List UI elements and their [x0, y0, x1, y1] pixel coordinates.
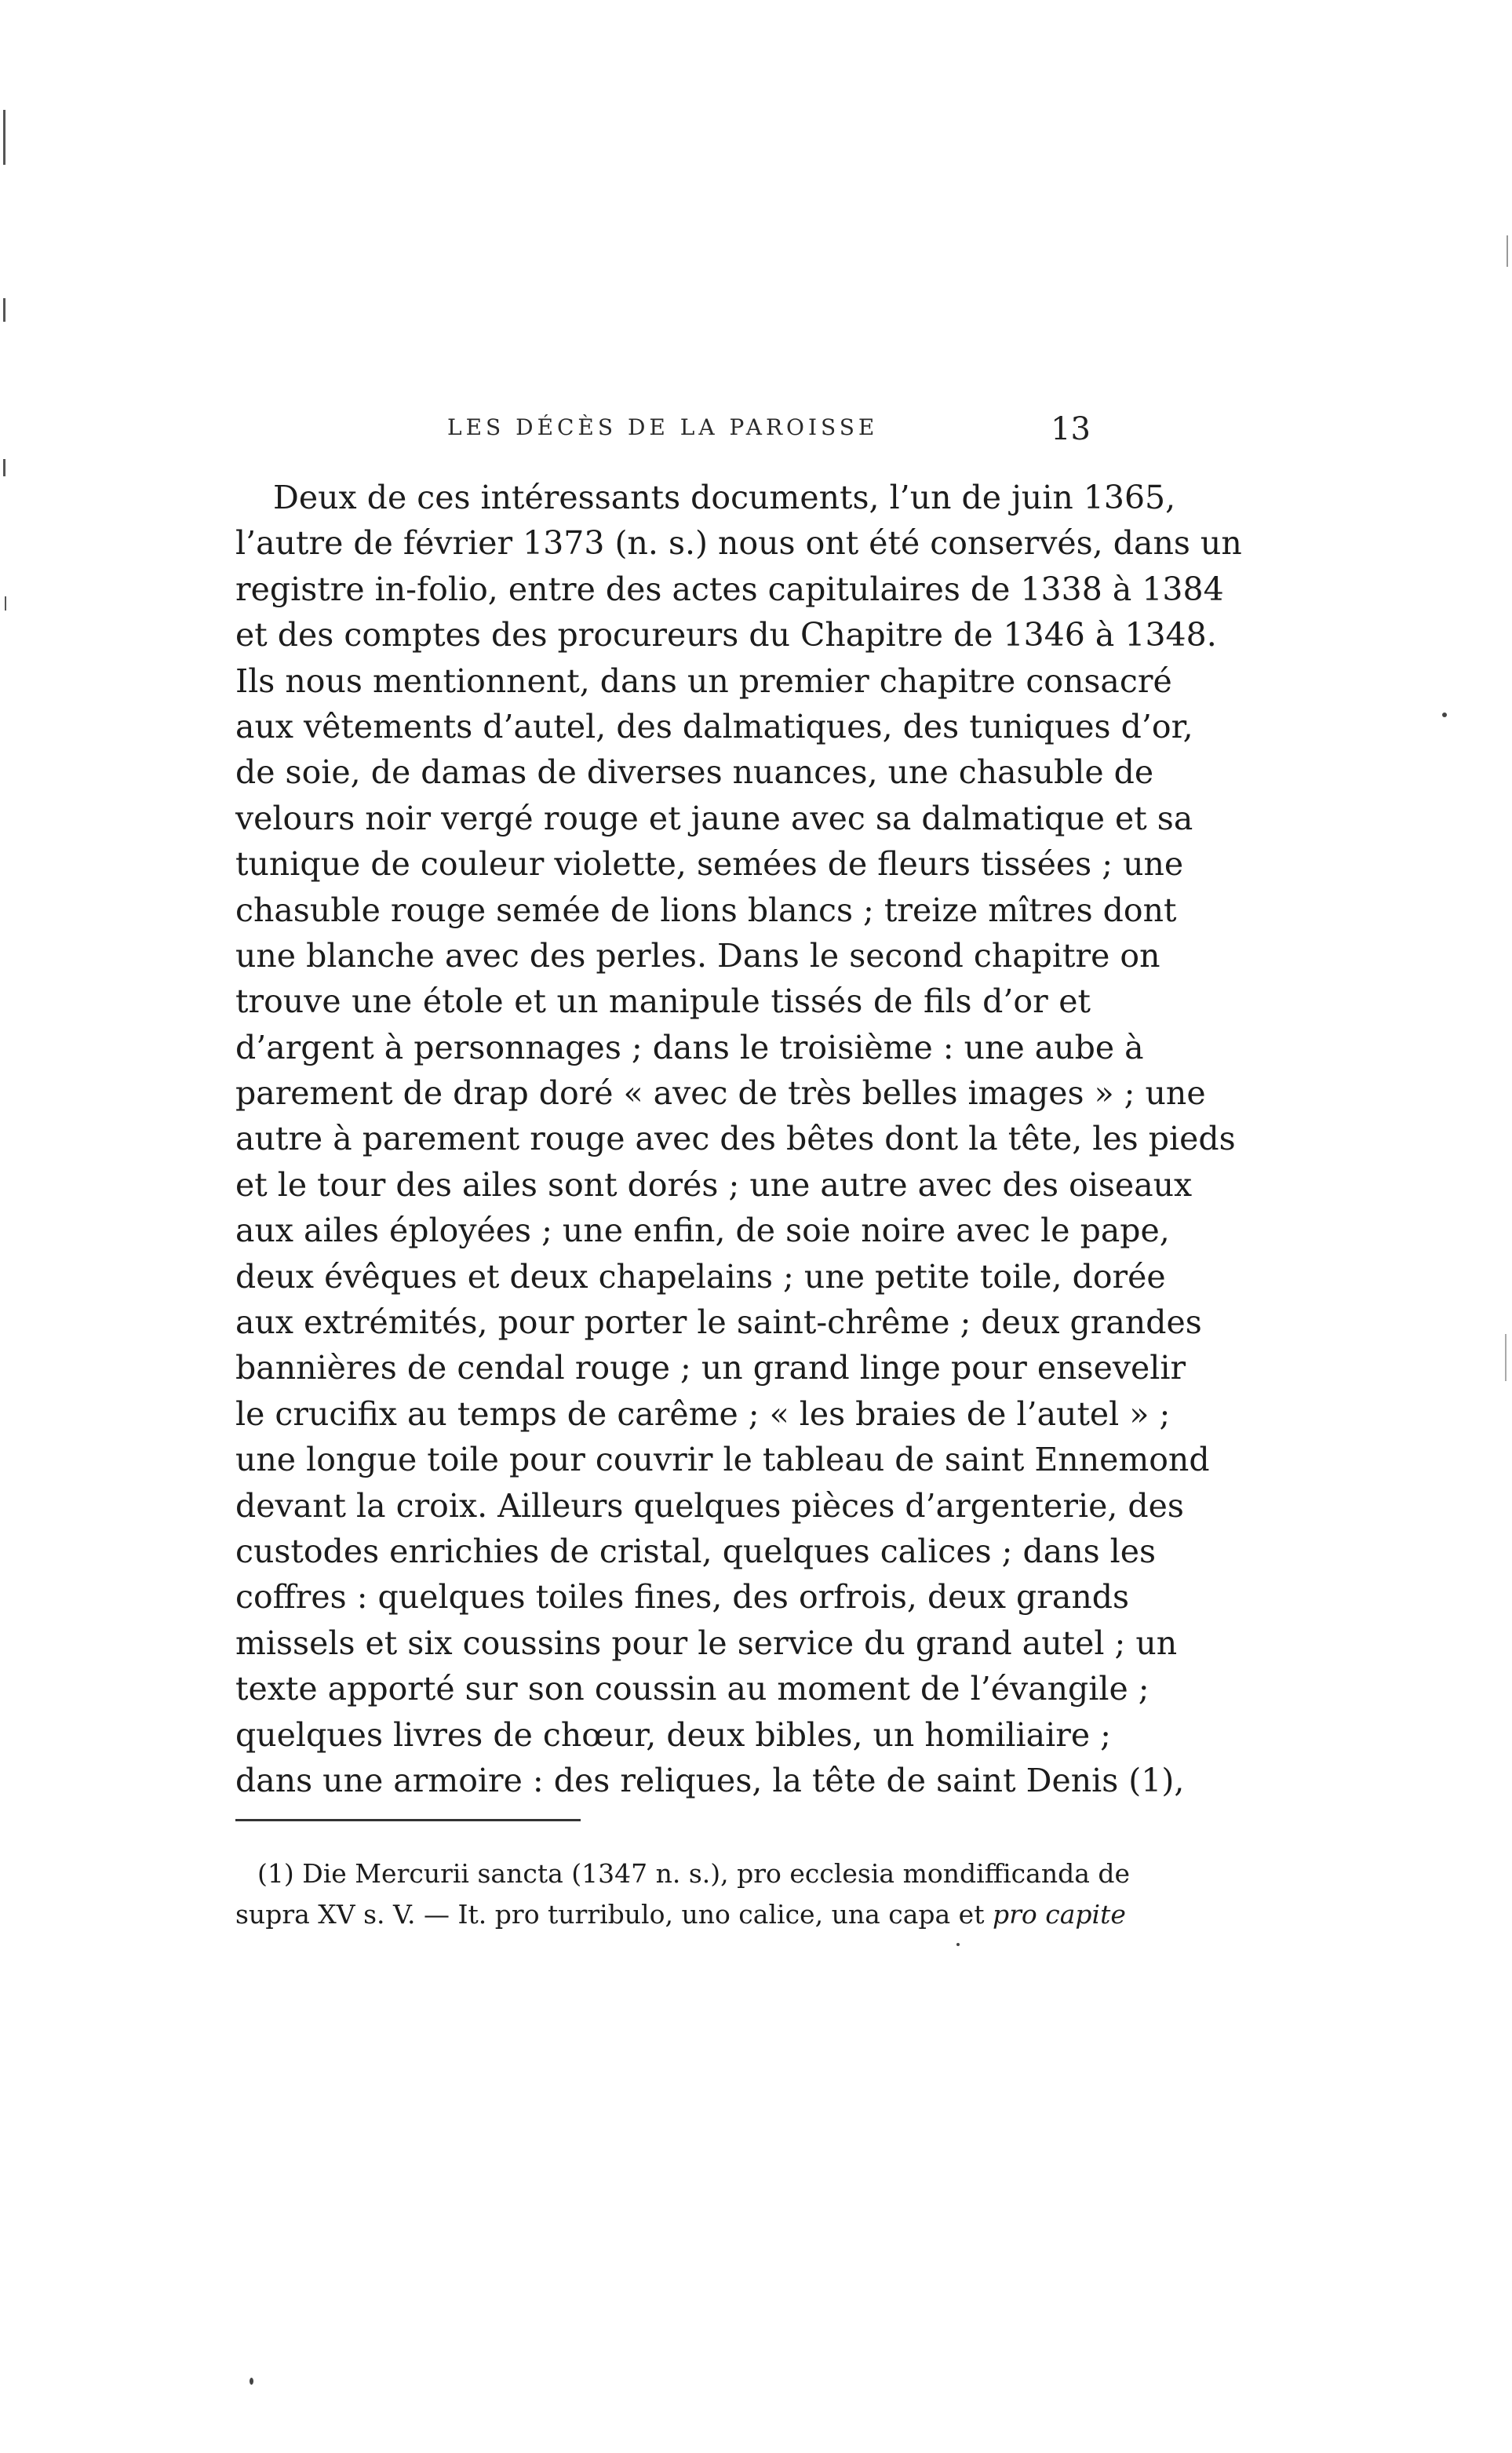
- scan-speck: [1442, 713, 1447, 717]
- text-line: texte apporté sur son coussin au moment de l’évangile ;: [235, 1670, 1149, 1708]
- footnote-italic-text: pro capite: [992, 1899, 1126, 1930]
- text-line: chasuble rouge semée de lions blancs ; treize mîtres dont: [235, 891, 1177, 929]
- text-line: dans une armoire : des reliques, la tête de saint Denis (1),: [235, 1761, 1185, 1799]
- text-line: bannières de cendal rouge ; un grand linge pour ensevelir: [235, 1349, 1186, 1387]
- text-line: une blanche avec des perles. Dans le second chapitre on: [235, 936, 1160, 975]
- scan-speck: [250, 2378, 253, 2385]
- text-line: missels et six coussins pour le service du grand autel ; un: [235, 1624, 1178, 1662]
- text-line: aux extrémités, pour porter le saint-chrême ; deux grandes: [235, 1303, 1202, 1342]
- text-line: et le tour des ailes sont dorés ; une autre avec des oiseaux: [235, 1165, 1193, 1204]
- footnote-text: supra XV s. V. — It. pro turribulo, uno calice, una capa et: [235, 1899, 985, 1930]
- text-line: aux vêtements d’autel, des dalmatiques, des tuniques d’or,: [235, 707, 1193, 745]
- text-line: l’autre de février 1373 (n. s.) nous ont été conservés, dans un: [235, 524, 1242, 563]
- scan-edge-mark: [3, 110, 5, 165]
- scan-edge-mark: [1505, 1334, 1507, 1381]
- scan-edge-mark: [3, 298, 5, 322]
- text-line: Deux de ces intéressants documents, l’un de juin 1365,: [273, 479, 1176, 516]
- text-line: tunique de couleur violette, semées de fleurs tissées ; une: [235, 845, 1184, 884]
- text-line: quelques livres de chœur, deux bibles, un homiliaire ;: [235, 1715, 1111, 1754]
- text-line: autre à parement rouge avec des bêtes dont la tête, les pieds: [235, 1120, 1236, 1158]
- text-line: Ils nous mentionnent, dans un premier chapitre consacré: [235, 662, 1172, 700]
- text-line: aux ailes éployées ; une enfin, de soie noire avec le pape,: [235, 1212, 1170, 1250]
- text-line: d’argent à personnages ; dans le troisième : une aube à: [235, 1028, 1144, 1066]
- scan-edge-mark: [1507, 235, 1508, 267]
- page-number: 13: [1051, 411, 1091, 447]
- scan-edge-mark: [5, 596, 6, 611]
- running-title: LES DÉCÈS DE LA PAROISSE: [447, 414, 879, 440]
- body-text: [235, 475, 1242, 1803]
- text-line: le crucifix au temps de carême ; « les braies de l’autel » ;: [235, 1394, 1171, 1433]
- text-line: deux évêques et deux chapelains ; une petite toile, dorée: [235, 1257, 1166, 1296]
- footnote-rule: [235, 1819, 581, 1821]
- text-line: velours noir vergé rouge et jaune avec sa dalmatique et sa: [235, 799, 1193, 837]
- scan-edge-mark: [3, 459, 5, 476]
- text-line: devant la croix. Ailleurs quelques pièces d’argenterie, des: [235, 1486, 1184, 1525]
- running-head: [0, 411, 1091, 461]
- text-line: coffres : quelques toiles fines, des orfrois, deux grands: [235, 1578, 1130, 1617]
- text-line: et des comptes des procureurs du Chapitre de 1346 à 1348.: [235, 616, 1217, 654]
- text-line: de soie, de damas de diverses nuances, une chasuble de: [235, 753, 1154, 792]
- scan-speck: [956, 1943, 960, 1946]
- footnote-line: (1) Die Mercurii sancta (1347 n. s.), pro ecclesia mondifficanda de: [257, 1858, 1131, 1889]
- text-line: une longue toile pour couvrir le tableau de saint Ennemond: [235, 1441, 1210, 1479]
- text-line: custodes enrichies de cristal, quelques calices ; dans les: [235, 1532, 1157, 1570]
- text-line: parement de drap doré « avec de très belles images » ; une: [235, 1074, 1206, 1113]
- footnote-line: [235, 1894, 1126, 1935]
- text-line: trouve une étole et un manipule tissés de fils d’or et: [235, 982, 1091, 1021]
- footnote: [235, 1853, 1131, 1935]
- text-line: registre in-folio, entre des actes capitulaires de 1338 à 1384: [235, 570, 1224, 608]
